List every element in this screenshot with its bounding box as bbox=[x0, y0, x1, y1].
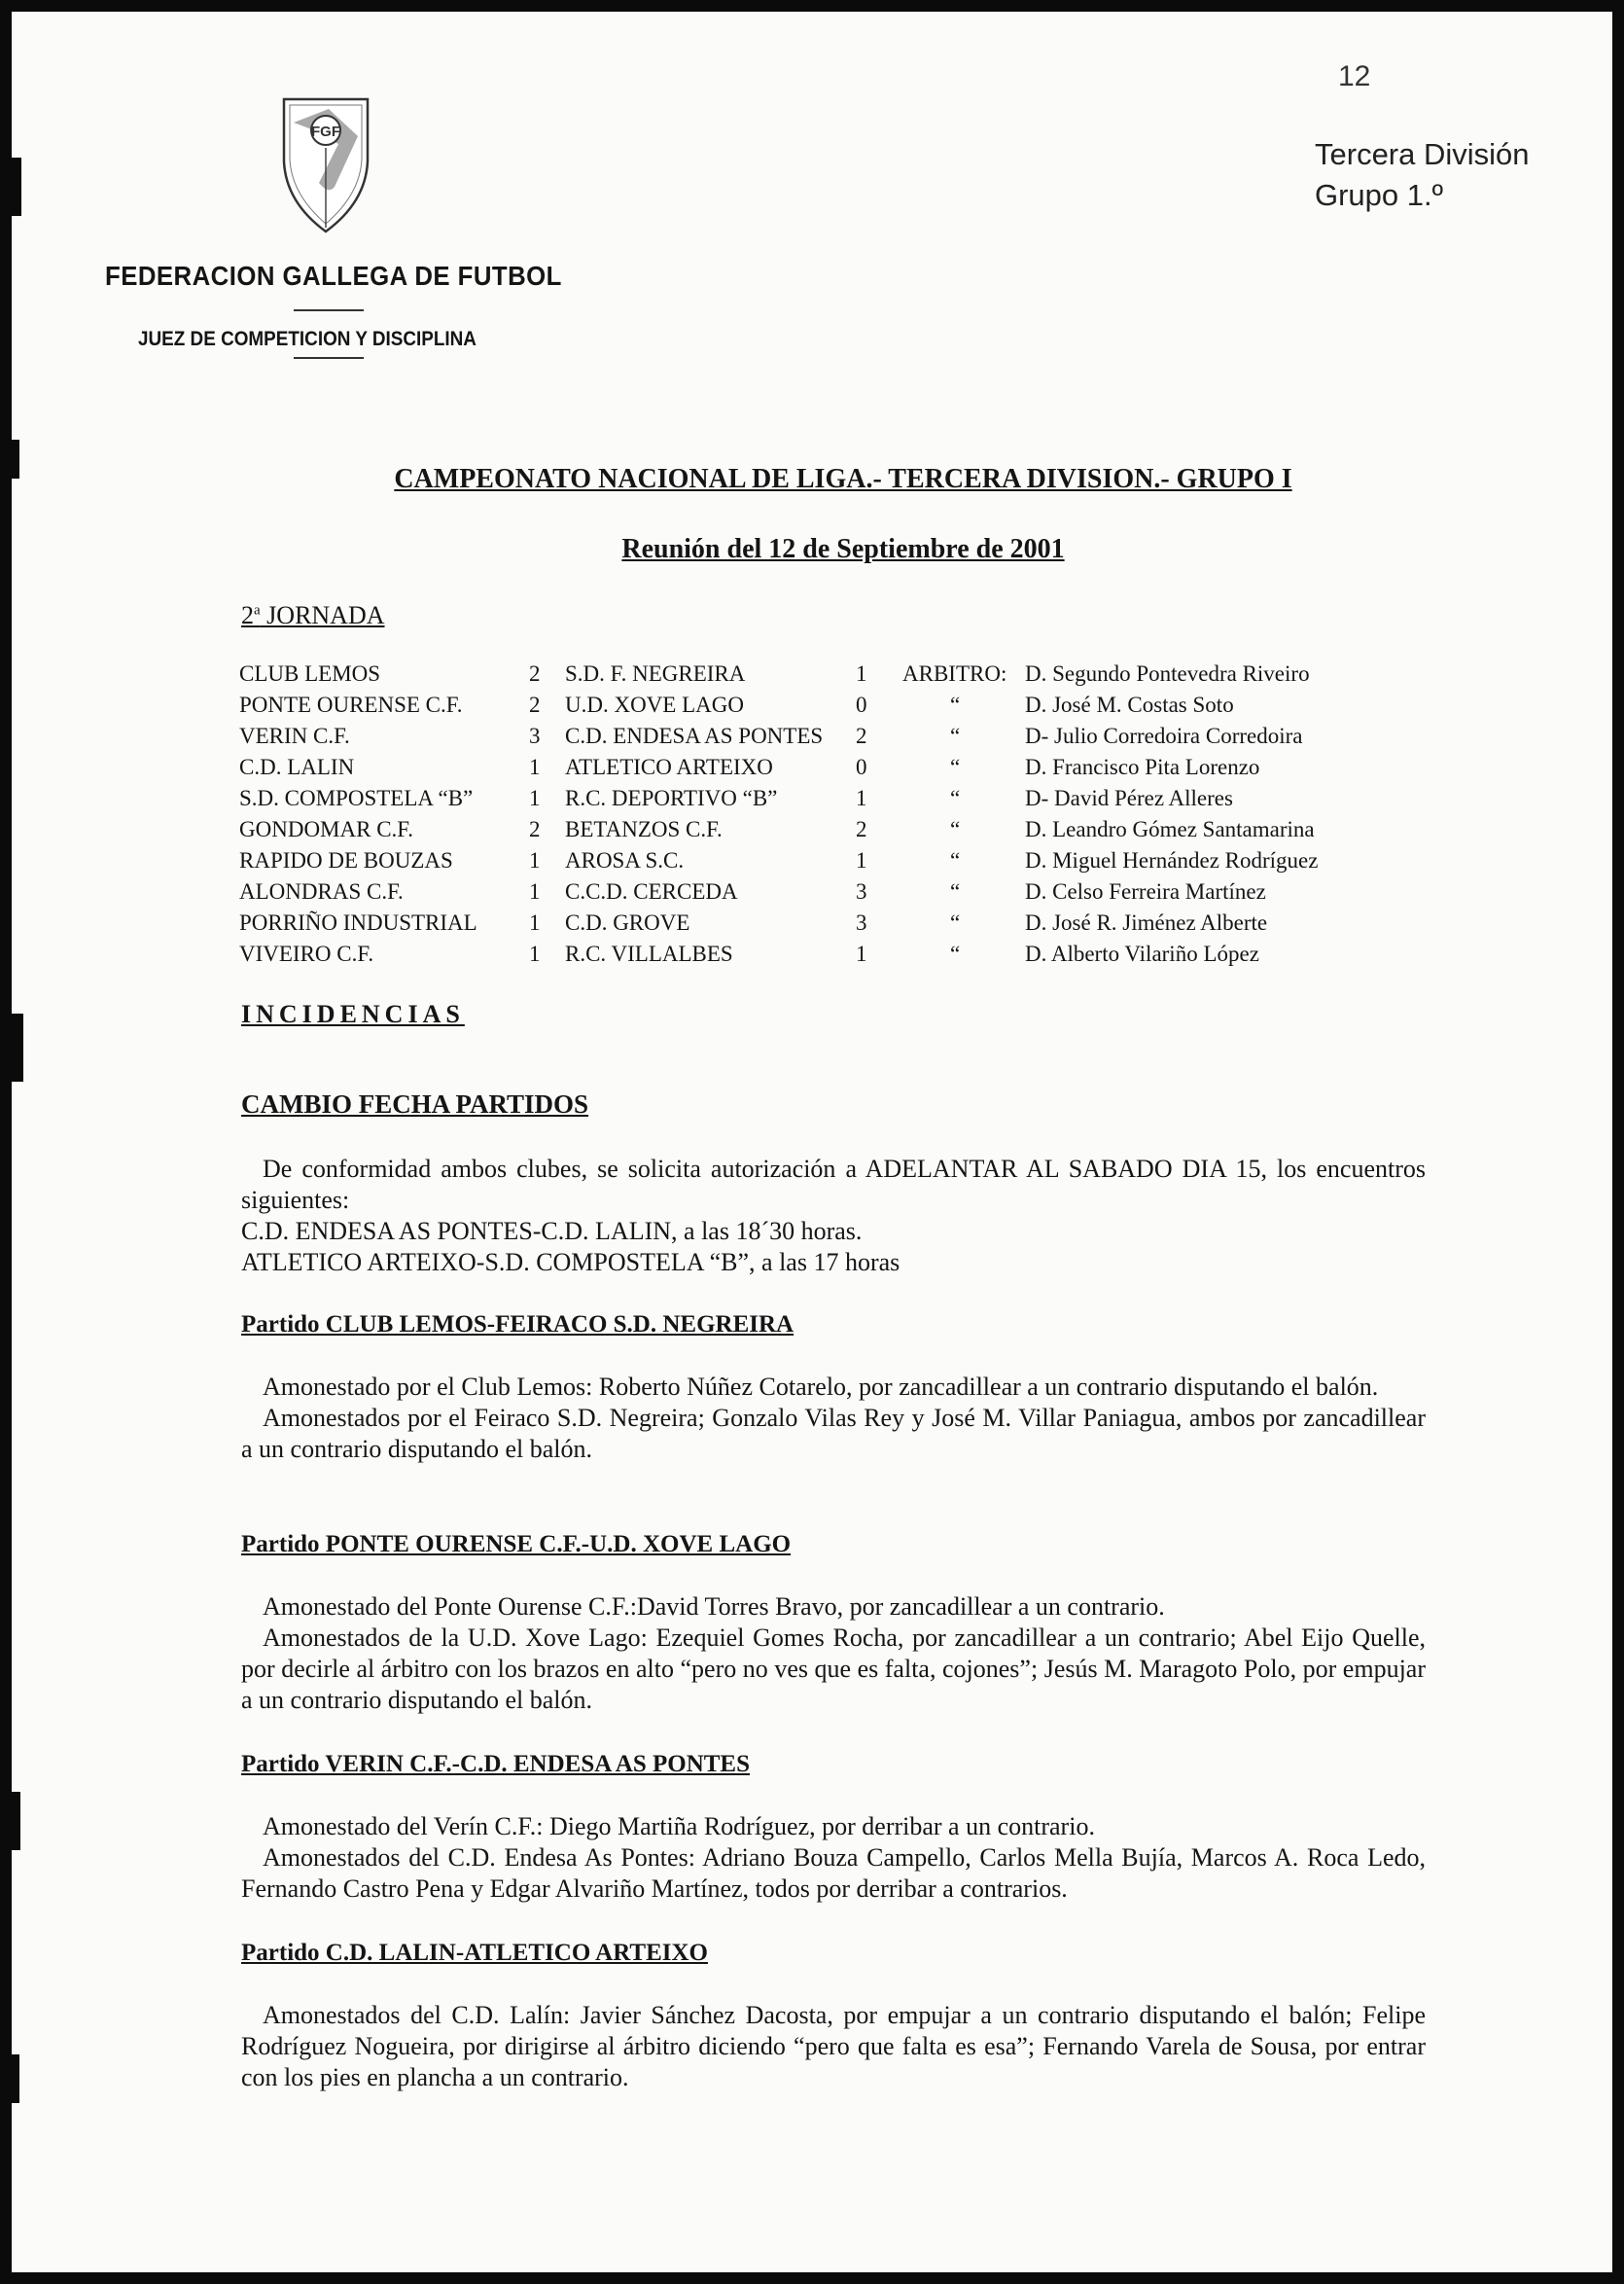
match-incident-heading: Partido PONTE OURENSE C.F.-U.D. XOVE LAGO bbox=[241, 1531, 792, 1557]
home-score: 2 bbox=[529, 661, 541, 686]
home-score: 1 bbox=[529, 786, 541, 810]
match-incident-heading: Partido CLUB LEMOS-FEIRACO S.D. NEGREIRA bbox=[241, 1311, 794, 1338]
ditto-mark: “ bbox=[950, 910, 961, 935]
match-incident-text bbox=[241, 1372, 1426, 1465]
group-name: Grupo 1.º bbox=[1315, 178, 1443, 212]
division-name: Tercera División bbox=[1315, 137, 1530, 171]
cambio-match-1: C.D. ENDESA AS PONTES-C.D. LALIN, a las 18´30 horas. bbox=[241, 1217, 863, 1245]
referee-name: D. Alberto Vilariño López bbox=[1025, 942, 1259, 966]
divider bbox=[294, 309, 364, 311]
svg-text:FGF: FGF bbox=[311, 124, 340, 140]
scan-edge-mark bbox=[12, 1014, 23, 1082]
page-number: 12 bbox=[1338, 60, 1371, 92]
home-score: 1 bbox=[529, 910, 541, 935]
away-score: 3 bbox=[856, 879, 867, 904]
home-score: 3 bbox=[529, 724, 541, 748]
match-row bbox=[12, 817, 1612, 848]
ditto-mark: “ bbox=[950, 724, 961, 748]
match-row bbox=[12, 786, 1612, 817]
ditto-mark: “ bbox=[950, 817, 961, 841]
home-team: GONDOMAR C.F. bbox=[239, 817, 413, 841]
home-score: 2 bbox=[529, 817, 541, 841]
scan-edge-mark bbox=[12, 1792, 20, 1850]
incident-paragraph: Amonestados del C.D. Endesa As Pontes: Adriano Bouza Campello, Carlos Mella Bujía, Marcos A. Roca Ledo, Fernando Castro Pena y Edgar Alvariño Martínez, todos por derribar a contrarios. bbox=[241, 1843, 1426, 1903]
away-team: R.C. DEPORTIVO “B” bbox=[565, 786, 778, 810]
away-team: C.C.D. CERCEDA bbox=[565, 879, 738, 904]
referee-name: D. Leandro Gómez Santamarina bbox=[1025, 817, 1315, 841]
jornada-heading bbox=[241, 601, 385, 630]
match-row bbox=[12, 942, 1612, 973]
federation-name: FEDERACION GALLEGA DE FUTBOL bbox=[105, 261, 562, 291]
referee-name: D- David Pérez Alleres bbox=[1025, 786, 1233, 810]
home-team: PONTE OURENSE C.F. bbox=[239, 693, 463, 717]
home-score: 1 bbox=[529, 942, 541, 966]
away-score: 1 bbox=[856, 848, 867, 873]
incident-paragraph: Amonestado por el Club Lemos: Roberto Núñez Cotarelo, por zancadillear a un contrario disputando el balón. bbox=[263, 1373, 1379, 1401]
match-row bbox=[12, 848, 1612, 879]
incident-paragraph: Amonestado del Verín C.F.: Diego Martiña Rodríguez, por derribar a un contrario. bbox=[263, 1812, 1095, 1840]
away-score: 0 bbox=[856, 693, 867, 717]
away-team: R.C. VILLALBES bbox=[565, 942, 733, 966]
away-team: S.D. F. NEGREIRA bbox=[565, 661, 746, 686]
referee-name: D- Julio Corredoira Corredoira bbox=[1025, 724, 1303, 748]
referee-name: D. Segundo Pontevedra Riveiro bbox=[1025, 661, 1310, 686]
match-row bbox=[12, 693, 1612, 724]
scan-edge-mark bbox=[12, 2054, 19, 2103]
match-row bbox=[12, 910, 1612, 942]
away-team: U.D. XOVE LAGO bbox=[565, 693, 744, 717]
federation-crest-logo bbox=[280, 93, 371, 235]
referee-name: D. Miguel Hernández Rodríguez bbox=[1025, 848, 1319, 873]
incident-paragraph: Amonestados de la U.D. Xove Lago: Ezequiel Gomes Rocha, por zancadillear a un contrario; Abel Eijo Quelle, por decirle al árbitro con los brazos en alto “pero no ves que es falta, cojones”; Jesús M. Maragoto Polo, por empujar a un contrario disputando el balón. bbox=[241, 1624, 1426, 1714]
away-team: AROSA S.C. bbox=[565, 848, 685, 873]
away-score: 2 bbox=[856, 724, 867, 748]
incident-paragraph: Amonestados por el Feiraco S.D. Negreira; Gonzalo Vilas Rey y José M. Villar Paniagua, ambos por zancadillear a un contrario disputando el balón. bbox=[241, 1404, 1426, 1463]
home-team: ALONDRAS C.F. bbox=[239, 879, 404, 904]
match-incident-text bbox=[241, 1811, 1426, 1905]
home-score: 1 bbox=[529, 879, 541, 904]
ditto-mark: “ bbox=[950, 786, 961, 810]
home-team: C.D. LALIN bbox=[239, 755, 355, 779]
incidencias-heading: INCIDENCIAS bbox=[241, 1000, 465, 1028]
cambio-fecha-text bbox=[241, 1154, 1426, 1278]
ditto-mark: “ bbox=[950, 755, 961, 779]
ditto-mark: “ bbox=[950, 942, 961, 966]
away-team: ATLETICO ARTEIXO bbox=[565, 755, 773, 779]
match-row bbox=[12, 755, 1612, 786]
away-score: 1 bbox=[856, 786, 867, 810]
home-score: 1 bbox=[529, 848, 541, 873]
document-page bbox=[12, 12, 1612, 2272]
match-row bbox=[12, 661, 1612, 693]
match-incident-heading: Partido VERIN C.F.-C.D. ENDESA AS PONTES bbox=[241, 1751, 751, 1777]
home-team: RAPIDO DE BOUZAS bbox=[239, 848, 453, 873]
meeting-date: Reunión del 12 de Septiembre de 2001 bbox=[621, 534, 1065, 564]
away-score: 2 bbox=[856, 817, 867, 841]
home-team: PORRIÑO INDUSTRIAL bbox=[239, 910, 477, 935]
match-incident-heading: Partido C.D. LALIN-ATLETICO ARTEIXO bbox=[241, 1940, 708, 1966]
cambio-paragraph: De conformidad ambos clubes, se solicita autorización a ADELANTAR AL SABADO DIA 15, los encuentros siguientes: bbox=[241, 1155, 1426, 1214]
home-team: CLUB LEMOS bbox=[239, 661, 381, 686]
jornada-ordinal: a bbox=[254, 602, 261, 619]
home-team: S.D. COMPOSTELA “B” bbox=[239, 786, 474, 810]
incident-paragraph: Amonestado del Ponte Ourense C.F.:David Torres Bravo, por zancadillear a un contrario. bbox=[263, 1592, 1165, 1621]
referee-name: D. Celso Ferreira Martínez bbox=[1025, 879, 1266, 904]
referee-name: D. José R. Jiménez Alberte bbox=[1025, 910, 1268, 935]
referee-label: ARBITRO: bbox=[902, 661, 1007, 686]
ditto-mark: “ bbox=[950, 693, 961, 717]
home-score: 2 bbox=[529, 693, 541, 717]
referee-name: D. José M. Costas Soto bbox=[1025, 693, 1234, 717]
document-title: CAMPEONATO NACIONAL DE LIGA.- TERCERA DIVISION.- GRUPO I bbox=[394, 464, 1292, 494]
jornada-number: 2 bbox=[241, 601, 254, 629]
match-incident-text bbox=[241, 1591, 1426, 1716]
away-team: C.D. ENDESA AS PONTES bbox=[565, 724, 824, 748]
home-team: VIVEIRO C.F. bbox=[239, 942, 374, 966]
referee-name: D. Francisco Pita Lorenzo bbox=[1025, 755, 1260, 779]
division-block bbox=[1315, 134, 1530, 216]
away-team: C.D. GROVE bbox=[565, 910, 690, 935]
away-score: 0 bbox=[856, 755, 867, 779]
away-score: 1 bbox=[856, 661, 867, 686]
jornada-label: JORNADA bbox=[260, 601, 385, 629]
match-row bbox=[12, 879, 1612, 910]
ditto-mark: “ bbox=[950, 879, 961, 904]
match-row bbox=[12, 724, 1612, 755]
home-team: VERIN C.F. bbox=[239, 724, 350, 748]
home-score: 1 bbox=[529, 755, 541, 779]
federation-subtitle: JUEZ DE COMPETICION Y DISCIPLINA bbox=[138, 328, 477, 350]
away-score: 3 bbox=[856, 910, 867, 935]
match-incident-text bbox=[241, 2000, 1426, 2093]
cambio-fecha-heading: CAMBIO FECHA PARTIDOS bbox=[241, 1089, 589, 1119]
incident-paragraph: Amonestados del C.D. Lalín: Javier Sánchez Dacosta, por empujar a un contrario disputando el balón; Felipe Rodríguez Nogueira, por dirigirse al árbitro diciendo “pero que falta es esa”; Fernando Varela de Sousa, por entrar con los pies en plancha a un contrario. bbox=[241, 2001, 1426, 2091]
ditto-mark: “ bbox=[950, 848, 961, 873]
cambio-match-2: ATLETICO ARTEIXO-S.D. COMPOSTELA “B”, a las 17 horas bbox=[241, 1248, 900, 1276]
away-team: BETANZOS C.F. bbox=[565, 817, 723, 841]
away-score: 1 bbox=[856, 942, 867, 966]
scan-edge-mark bbox=[12, 158, 21, 216]
divider bbox=[294, 357, 364, 359]
